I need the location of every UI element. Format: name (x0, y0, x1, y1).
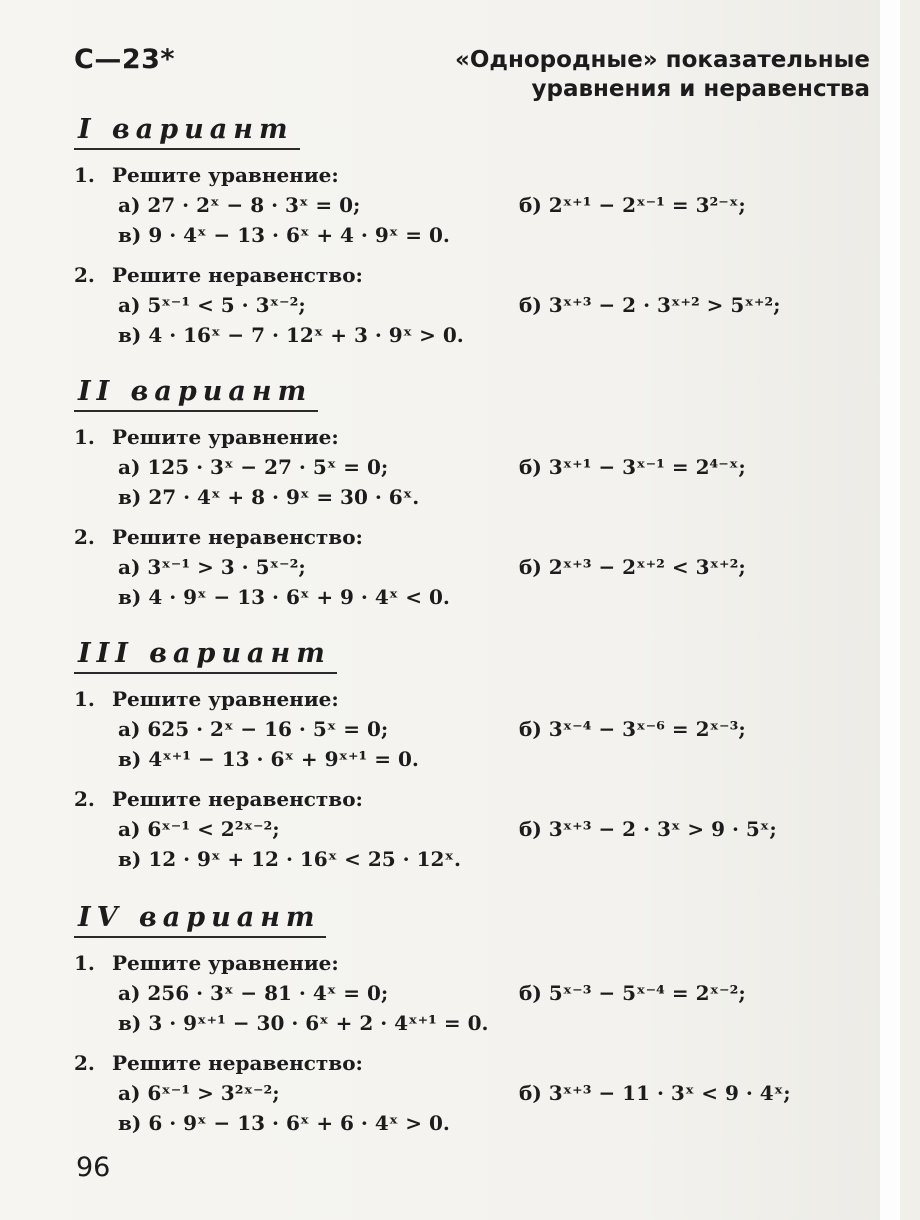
problem-b: б) 2ˣ⁺¹ − 2ˣ⁻¹ = 3²⁻ˣ; (519, 193, 746, 217)
variant-1 (74, 114, 874, 350)
section-code: С—23* (74, 44, 176, 75)
problem-a: а) 27 · 2ˣ − 8 · 3ˣ = 0; (118, 193, 361, 217)
problem-a: а) 3ˣ⁻¹ > 3 · 5ˣ⁻²; (118, 555, 306, 579)
problem-b: б) 3ˣ⁺¹ − 3ˣ⁻¹ = 2⁴⁻ˣ; (519, 455, 746, 479)
task-label: Решите неравенство: (112, 1051, 363, 1075)
problem-c: в) 27 · 4ˣ + 8 · 9ˣ = 30 · 6ˣ. (118, 485, 420, 509)
problem-c: в) 4 · 16ˣ − 7 · 12ˣ + 3 · 9ˣ > 0. (118, 323, 464, 347)
problem-b: б) 2ˣ⁺³ − 2ˣ⁺² < 3ˣ⁺²; (519, 555, 746, 579)
section-title-line2: уравнения и неравенства (531, 76, 870, 102)
problem-c: в) 9 · 4ˣ − 13 · 6ˣ + 4 · 9ˣ = 0. (118, 223, 450, 247)
variant-title: III вариант (74, 638, 337, 674)
variant-2 (74, 376, 874, 612)
task-label: Решите неравенство: (112, 263, 363, 287)
task-number: 1. (74, 687, 95, 711)
task-label: Решите уравнение: (112, 951, 339, 975)
problem-c: в) 6 · 9ˣ − 13 · 6ˣ + 6 · 4ˣ > 0. (118, 1111, 450, 1135)
problem-b: б) 3ˣ⁺³ − 2 · 3ˣ⁺² > 5ˣ⁺²; (519, 293, 781, 317)
task-number: 1. (74, 163, 95, 187)
problem-b: б) 3ˣ⁺³ − 2 · 3ˣ > 9 · 5ˣ; (519, 817, 777, 841)
task-equation (74, 684, 874, 774)
task-equation (74, 422, 874, 512)
problem-b: б) 3ˣ⁺³ − 11 · 3ˣ < 9 · 4ˣ; (519, 1081, 791, 1105)
task-equation (74, 948, 874, 1038)
problem-a: а) 5ˣ⁻¹ < 5 · 3ˣ⁻²; (118, 293, 306, 317)
task-label: Решите уравнение: (112, 425, 339, 449)
problem-c: в) 12 · 9ˣ + 12 · 16ˣ < 25 · 12ˣ. (118, 847, 461, 871)
task-number: 2. (74, 1051, 95, 1075)
problem-c: в) 3 · 9ˣ⁺¹ − 30 · 6ˣ + 2 · 4ˣ⁺¹ = 0. (118, 1011, 489, 1035)
variant-title: IV вариант (74, 902, 326, 938)
problem-a: а) 125 · 3ˣ − 27 · 5ˣ = 0; (118, 455, 389, 479)
section-title-line1: «Однородные» показательные (455, 47, 870, 73)
variant-4 (74, 902, 874, 1138)
task-inequality (74, 784, 874, 874)
page-edge (880, 0, 900, 1220)
variant-title: II вариант (74, 376, 318, 412)
section-title (455, 46, 870, 104)
task-number: 1. (74, 425, 95, 449)
problem-c: в) 4ˣ⁺¹ − 13 · 6ˣ + 9ˣ⁺¹ = 0. (118, 747, 419, 771)
task-inequality (74, 260, 874, 350)
problem-b: б) 5ˣ⁻³ − 5ˣ⁻⁴ = 2ˣ⁻²; (519, 981, 746, 1005)
task-inequality (74, 522, 874, 612)
problem-a: а) 256 · 3ˣ − 81 · 4ˣ = 0; (118, 981, 389, 1005)
task-label: Решите неравенство: (112, 525, 363, 549)
task-equation (74, 160, 874, 250)
task-number: 1. (74, 951, 95, 975)
task-label: Решите уравнение: (112, 687, 339, 711)
task-number: 2. (74, 787, 95, 811)
page-number: 96 (76, 1152, 111, 1183)
problem-b: б) 3ˣ⁻⁴ − 3ˣ⁻⁶ = 2ˣ⁻³; (519, 717, 746, 741)
problem-c: в) 4 · 9ˣ − 13 · 6ˣ + 9 · 4ˣ < 0. (118, 585, 450, 609)
task-label: Решите неравенство: (112, 787, 363, 811)
task-inequality (74, 1048, 874, 1138)
task-number: 2. (74, 263, 95, 287)
task-number: 2. (74, 525, 95, 549)
problem-a: а) 6ˣ⁻¹ < 2²ˣ⁻²; (118, 817, 280, 841)
problem-a: а) 6ˣ⁻¹ > 3²ˣ⁻²; (118, 1081, 280, 1105)
problem-a: а) 625 · 2ˣ − 16 · 5ˣ = 0; (118, 717, 389, 741)
task-label: Решите уравнение: (112, 163, 339, 187)
variant-title: I вариант (74, 114, 300, 150)
variant-3 (74, 638, 874, 874)
